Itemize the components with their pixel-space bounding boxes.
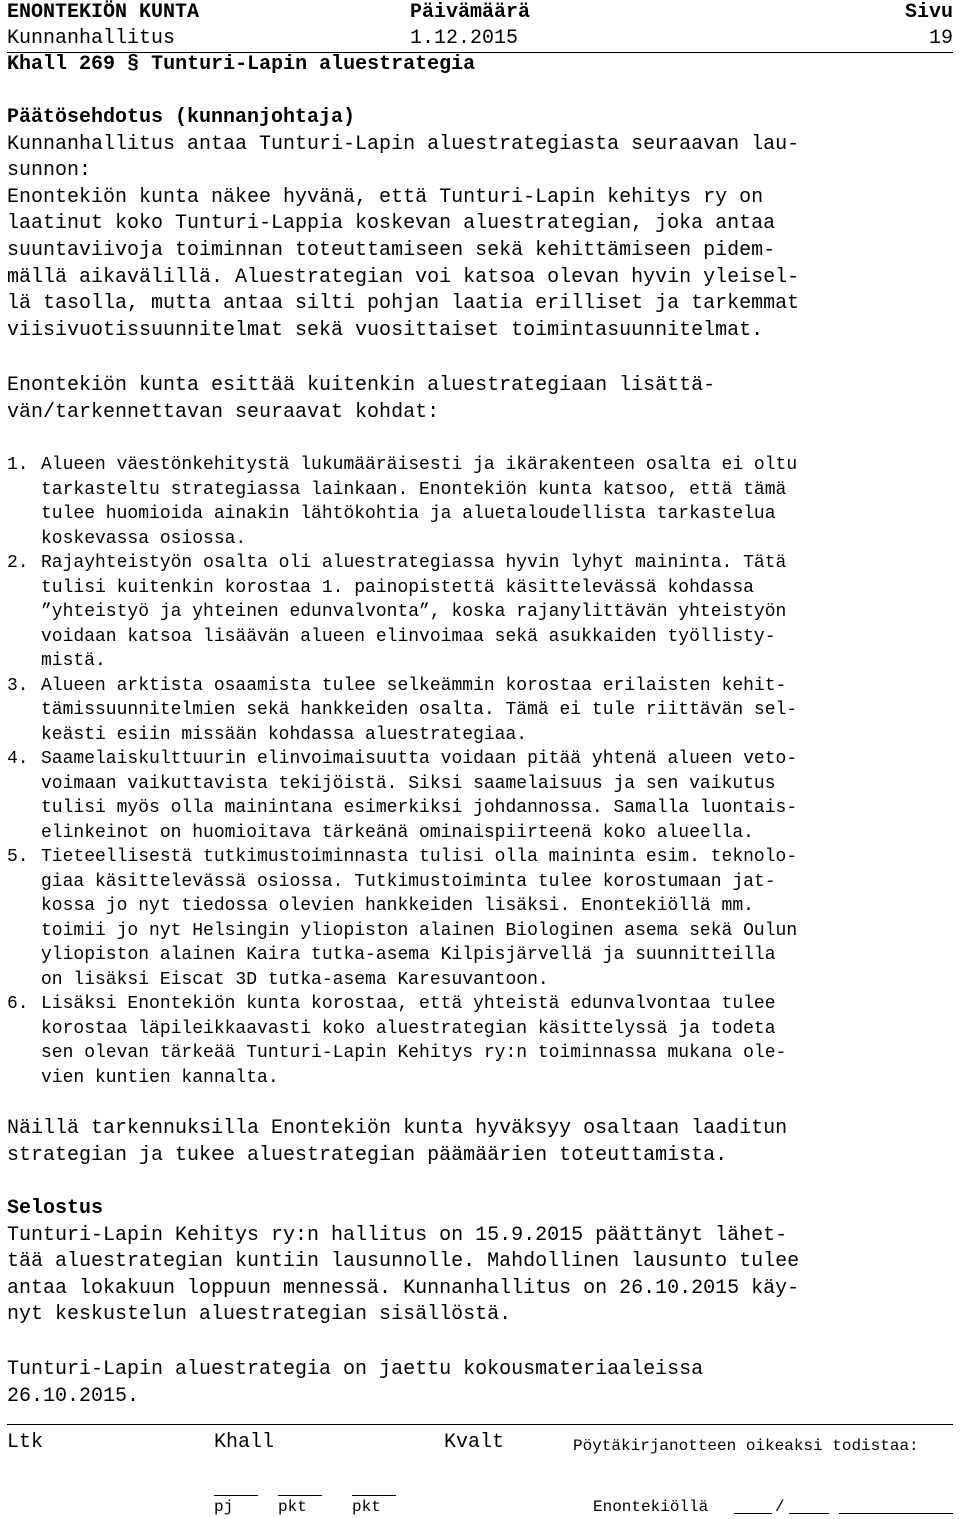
section-number: Khall 269	[7, 53, 116, 76]
proposal-intro	[7, 132, 953, 345]
text-line: mällä aikavälillä. Aluestrategian voi katsoa olevan hyvin yleisel-	[7, 265, 800, 289]
list-item-number: 2.	[7, 553, 29, 573]
text-line: giaa käsittelevässä osiossa. Tutkimustoiminta tulee korostumaan jat-	[41, 871, 776, 892]
text-line: keästi esiin missään kohdassa aluestrategiaa.	[41, 724, 528, 745]
statement-heading: Selostus	[7, 1197, 104, 1220]
text-line: Näillä tarkennuksilla Enontekiön kunta hyväksyy osaltaan laaditun	[7, 1117, 788, 1140]
text-line: vän/tarkennettavan seuraavat kohdat:	[7, 400, 440, 424]
text-line: on lisäksi Eiscat 3D tutka-asema Karesuvantoon.	[41, 969, 549, 990]
list-item	[7, 845, 953, 992]
text-line: kossa jo nyt tiedossa olevien hankkeiden lisäksi. Enontekiöllä mm.	[41, 896, 754, 916]
proposal-heading: Päätösehdotus (kunnanjohtaja)	[7, 106, 356, 129]
proposal-items-list	[7, 453, 953, 1090]
text-line: 26.10.2015.	[7, 1384, 140, 1408]
text-line: Alueen väestönkehitystä lukumääräisesti ja ikärakenteen osalta ei oltu	[41, 455, 798, 475]
section-mark: §	[127, 53, 140, 76]
meeting-date: 1.12.2015	[410, 27, 519, 50]
text-line: Enontekiön kunta näkee hyvänä, että Tunturi-Lapin kehitys ry on	[7, 185, 764, 209]
date-label: Päivämäärä	[410, 1, 531, 24]
proposal-closing	[7, 1116, 953, 1169]
text-line: vien kuntien kannalta.	[41, 1067, 279, 1088]
text-line: elinkeinot on huomioitava tärkeänä ominaispiirteenä koko alueella.	[41, 822, 754, 843]
text-line: lä tasolla, mutta antaa silti pohjan laatia erilliset ja tarkemmat	[7, 292, 800, 316]
text-line: Tunturi-Lapin Kehitys ry:n hallitus on 15.9.2015 päättänyt lähet-	[7, 1223, 788, 1247]
header-row-top	[7, 0, 953, 26]
text-line: tulisi myös olla mainintana esimerkiksi johdannossa. Samalla luontais-	[41, 798, 798, 818]
text-line: Kunnanhallitus antaa Tunturi-Lapin aluestrategiasta seuraavan lau-	[7, 132, 800, 156]
list-item-number: 5.	[7, 847, 29, 867]
text-line: viisivuotissuunnitelmat sekä vuosittaiset toimintasuunnitelmat.	[7, 318, 764, 342]
text-line: yliopiston alainen Kaira tutka-asema Kilpisjärvellä ja suunnitteilla	[41, 945, 776, 965]
certify-day-line	[734, 1513, 772, 1514]
text-line: Lisäksi Enontekiön kunta korostaa, että yhteistä edunvalvontaa tulee	[41, 994, 776, 1014]
text-line: tulee huomioida ainakin lähtökohtia ja aluetaloudellista tarkastelua	[41, 504, 776, 524]
footer-certify: Pöytäkirjanotteen oikeaksi todistaa:	[573, 1437, 919, 1455]
text-line: Tieteellisestä tutkimustoiminnasta tulisi olla maininta esim. teknolo-	[41, 847, 798, 867]
list-item	[7, 747, 953, 845]
body-name: Kunnanhallitus	[7, 27, 176, 50]
text-line: tämissuunnitelmien sekä hankkeiden osalta. Tämä ei tule riittävän sel-	[41, 700, 798, 720]
text-line: toimii jo nyt Helsingin yliopiston alainen Biologinen asema sekä Oulun	[41, 920, 798, 941]
list-item-number: 6.	[7, 994, 29, 1014]
text-line: tarkasteltu strategiassa lainkaan. Enontekiön kunta katsoo, että tämä	[41, 479, 787, 500]
list-item-number: 4.	[7, 749, 29, 769]
list-item	[7, 992, 953, 1090]
signature-row	[7, 1496, 953, 1518]
text-line: Alueen arktista osaamista tulee selkeämmin korostaa erilaisten kehit-	[41, 675, 787, 696]
footer-divider	[7, 1424, 953, 1425]
text-line: Enontekiön kunta esittää kuitenkin aluestrategiaan lisättä-	[7, 374, 716, 397]
text-line: voimaan vaikuttavista tekijöistä. Siksi saamelaisuus ja sen vaikutus	[41, 773, 776, 794]
footer-ltk: Ltk	[7, 1431, 44, 1454]
org-name: ENONTEKIÖN KUNTA	[7, 1, 200, 24]
text-line: laatinut koko Tunturi-Lappia koskevan aluestrategian, joka antaa	[7, 212, 776, 236]
text-line: mistä.	[41, 651, 106, 671]
signature-pkt-2: pkt	[352, 1498, 381, 1516]
text-line: korostaa läpileikkaavasti koko aluestrategian käsittelyssä ja todeta	[41, 1018, 776, 1039]
text-line: tää aluestrategian kuntiin lausunnolle. Mahdollinen lausunto tulee	[7, 1250, 800, 1274]
proposal-section	[7, 105, 953, 344]
text-line: Rajayhteistyön osalta oli aluestrategiassa hyvin lyhyt maininta. Tätä	[41, 553, 787, 573]
certify-date-separator: /	[775, 1498, 785, 1516]
list-item	[7, 674, 953, 748]
page-number: 19	[928, 27, 953, 50]
page-label: Sivu	[904, 1, 953, 24]
list-item-number: 1.	[7, 455, 29, 475]
text-line: Saamelaiskulttuurin elinvoimaisuutta voidaan pitää yhtenä alueen veto-	[41, 749, 798, 769]
list-item	[7, 551, 953, 674]
text-line: Tunturi-Lapin aluestrategia on jaettu kokousmateriaaleissa	[7, 1358, 704, 1381]
text-line: voidaan katsoa lisäävän alueen elinvoimaa sekä asukkaiden työllisty-	[41, 626, 776, 647]
proposal-addition	[7, 373, 953, 426]
header-row-bottom	[7, 26, 953, 52]
statement-material	[7, 1357, 953, 1410]
certify-month-line	[789, 1513, 829, 1514]
text-line: sunnon:	[7, 159, 92, 183]
text-line: sen olevan tärkeää Tunturi-Lapin Kehitys ry:n toiminnassa mukana ole-	[41, 1043, 787, 1063]
text-line: nyt keskustelun aluestrategian sisällöstä.	[7, 1303, 512, 1327]
section-title	[7, 52, 475, 78]
list-item	[7, 453, 953, 551]
text-line: koskevassa osiossa.	[41, 528, 247, 549]
list-item-number: 3.	[7, 675, 29, 696]
statement-section	[7, 1196, 953, 1329]
text-line: antaa lokakuun loppuun mennessä. Kunnanhallitus on 26.10.2015 käy-	[7, 1276, 800, 1300]
text-line: suuntaviivoja toiminnan toteuttamiseen sekä kehittämiseen pidem-	[7, 238, 776, 262]
footer-row	[7, 1430, 953, 1456]
footer-kvalt: Kvalt	[444, 1431, 505, 1454]
signature-pj: pj	[214, 1498, 234, 1516]
certify-place: Enontekiöllä	[593, 1498, 709, 1516]
text-line: strategian ja tukee aluestrategian päämäärien toteuttamista.	[7, 1143, 728, 1167]
text-line: ”yhteistyö ja yhteinen edunvalvonta”, koska rajanylittävän yhteistyön	[41, 602, 787, 622]
signature-pkt-1: pkt	[278, 1498, 307, 1516]
text-line: tulisi kuitenkin korostaa 1. painopistettä käsittelevässä kohdassa	[41, 577, 754, 598]
section-title-text: Tunturi-Lapin aluestrategia	[151, 53, 476, 76]
footer-khall: Khall	[214, 1431, 275, 1454]
certify-signature-line	[839, 1513, 953, 1514]
